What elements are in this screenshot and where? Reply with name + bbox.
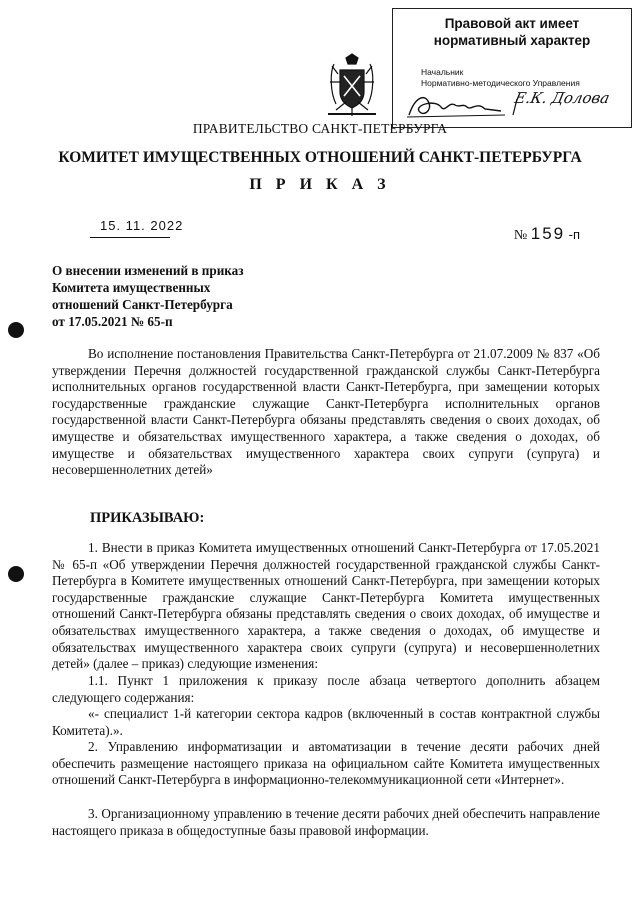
number-suffix: -п <box>568 227 580 242</box>
stamp-title-line1: Правовой акт имеет <box>444 16 580 31</box>
date-underline <box>90 237 170 238</box>
item-3 <box>52 806 600 839</box>
item-2-text: 2. Управлению информатизации и автоматизации в течение десяти рабочих дней обеспечить размещение настоящего приказа на официальном сайте Комитета имущественных отношений Санкт-Петербурга в информационно-телекоммуникационной сети «Интернет». <box>52 739 600 788</box>
item-1-1-quote <box>52 706 600 739</box>
preamble-text: Во исполнение постановления Правительства Санкт-Петербурга от 21.07.2009 № 837 «Об утверждении Перечня должностей государственной гражданской службы Санкт-Петербурга исполнительных органов государственной власти Санкт-Петербурга, при замещении которых государственные гражданские служащие Санкт-Петербурга исполнительных органов государственной власти Санкт-Петербурга обязаны представлять сведения о своих доходах, об имуществе и обязательствах имущественного характера, а также сведения о доходах, об имуществе и обязательствах имущественного характера своих супруги (супруга) и несовершеннолетних детей» <box>52 346 600 478</box>
preamble-paragraph <box>52 346 600 479</box>
item-2 <box>52 739 600 789</box>
item-1-1 <box>52 673 600 706</box>
stamp-position-line2: Нормативно-методического Управления <box>421 77 580 88</box>
stamp-position-line1: Начальник <box>421 67 464 77</box>
order-number <box>514 224 580 244</box>
government-name: ПРАВИТЕЛЬСТВО САНКТ-ПЕТЕРБУРГА <box>192 121 448 136</box>
order-date: 15. 11. 2022 <box>100 218 184 233</box>
item-1 <box>52 540 600 673</box>
subject-line4: от 17.05.2021 № 65-п <box>52 314 173 329</box>
coat-of-arms-icon <box>326 52 378 118</box>
order-word: ПРИКАЗЫВАЮ: <box>90 510 205 526</box>
document-subject <box>52 262 312 330</box>
hole-punch-mark <box>8 566 24 582</box>
item-1-1-quote-text: «- специалист 1-й категории сектора кадров (включенный в состав контрактной службы Комитета).». <box>52 706 600 738</box>
stamp-title <box>393 15 631 49</box>
item-3-text: 3. Организационному управлению в течение десяти рабочих дней обеспечить направление настоящего приказа в общедоступные базы правовой информации. <box>52 806 600 838</box>
subject-line1: О внесении изменений в приказ <box>52 263 244 278</box>
hole-punch-mark <box>8 322 24 338</box>
item-1-1-text: 1.1. Пункт 1 приложения к приказу после абзаца четвертого дополнить абзацем следующего содержания: <box>52 673 600 705</box>
committee-name: КОМИТЕТ ИМУЩЕСТВЕННЫХ ОТНОШЕНИЙ САНКТ-ПЕТЕРБУРГА <box>58 149 582 166</box>
stamp-signer-name: Е.К. Долова <box>513 89 612 107</box>
normative-stamp <box>392 8 632 128</box>
item-1-text: 1. Внести в приказ Комитета имущественных отношений Санкт-Петербурга от 17.05.2021 № 65-п «Об утверждении Перечня должностей государственной гражданской службы Санкт-Петербурга в Комитете имущественных отношений Санкт-Петербурга, при замещении которых государственные гражданские служащие Санкт-Петербурга Комитета имущественных отношений Санкт-Петербурга обязаны представлять сведения о своих доходах, об имуществе и обязательствах имущественного характера, а также сведения о доходах, об имуществе и обязательствах имущественного характера своих супруги (супруга) и несовершеннолетних детей» (далее – приказ) следующие изменения: <box>52 540 600 672</box>
stamp-position <box>421 67 580 88</box>
subject-line2: Комитета имущественных <box>52 280 211 295</box>
stamp-title-line2: нормативный характер <box>433 33 591 48</box>
number-prefix: № <box>513 228 528 243</box>
subject-line3: отношений Санкт-Петербурга <box>52 297 233 312</box>
document-type: П Р И К А З <box>249 176 391 193</box>
number-value: 159 <box>530 224 566 243</box>
